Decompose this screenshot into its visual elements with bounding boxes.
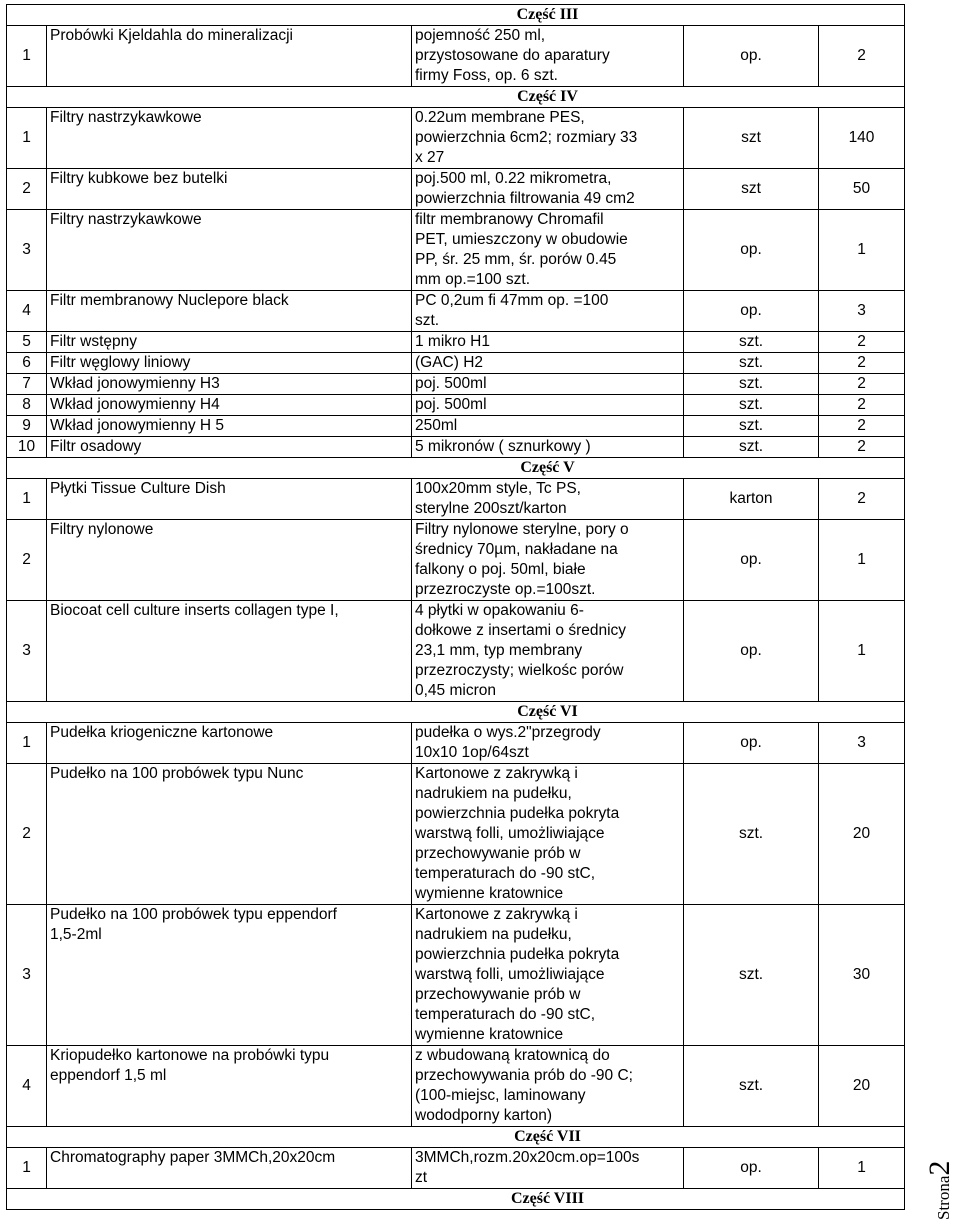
item-unit: szt.	[684, 374, 819, 395]
section-header-row	[7, 458, 905, 479]
table-row	[7, 169, 905, 210]
table-row	[7, 601, 905, 702]
item-quantity: 2	[819, 437, 905, 458]
item-unit: op.	[684, 601, 819, 702]
section-header-spacer	[684, 702, 905, 723]
item-description: pojemność 250 ml, przystosowane do aparatury firmy Foss, op. 6 szt.	[412, 26, 684, 87]
item-name: Filtry kubkowe bez butelki	[47, 169, 412, 210]
section-title: Część VIII	[412, 1189, 684, 1210]
table-row	[7, 1148, 905, 1189]
item-description: (GAC) H2	[412, 353, 684, 374]
item-quantity: 2	[819, 479, 905, 520]
table-row	[7, 437, 905, 458]
table-row	[7, 291, 905, 332]
item-quantity: 50	[819, 169, 905, 210]
item-unit: szt.	[684, 437, 819, 458]
item-description: PC 0,2um fi 47mm op. =100 szt.	[412, 291, 684, 332]
section-header-spacer	[684, 458, 905, 479]
item-unit: szt.	[684, 395, 819, 416]
item-description: poj.500 ml, 0.22 mikrometra, powierzchnia filtrowania 49 cm2	[412, 169, 684, 210]
item-name: Filtry nylonowe	[47, 520, 412, 601]
row-number: 6	[7, 353, 47, 374]
row-number: 4	[7, 291, 47, 332]
section-header-row	[7, 1189, 905, 1210]
row-number: 2	[7, 764, 47, 905]
row-number: 3	[7, 601, 47, 702]
item-unit: szt.	[684, 416, 819, 437]
item-description: 4 płytki w opakowaniu 6- dołkowe z insertami o średnicy 23,1 mm, typ membrany przezroczysty; wielkośc porów 0,45 micron	[412, 601, 684, 702]
row-number: 4	[7, 1046, 47, 1127]
item-description: 3MMCh,rozm.20x20cm.op=100s zt	[412, 1148, 684, 1189]
section-header-spacer	[684, 87, 905, 108]
page-number-label	[922, 1130, 958, 1220]
item-unit: op.	[684, 520, 819, 601]
footer-label: Strona	[934, 1175, 953, 1220]
item-name: Wkład jonowymienny H 5	[47, 416, 412, 437]
row-number: 3	[7, 905, 47, 1046]
item-name: Pudełko na 100 probówek typu Nunc	[47, 764, 412, 905]
table-row	[7, 210, 905, 291]
section-header-spacer	[684, 1127, 905, 1148]
section-title: Część V	[412, 458, 684, 479]
row-number: 1	[7, 1148, 47, 1189]
item-name: Filtry nastrzykawkowe	[47, 108, 412, 169]
section-header-row	[7, 702, 905, 723]
item-description: z wbudowaną kratownicą do przechowywania prób do -90 C; (100-miejsc, laminowany wododporny karton)	[412, 1046, 684, 1127]
item-quantity: 2	[819, 26, 905, 87]
item-unit: szt.	[684, 332, 819, 353]
item-name: Wkład jonowymienny H4	[47, 395, 412, 416]
section-title: Część III	[412, 5, 684, 26]
item-name: Filtr membranowy Nuclepore black	[47, 291, 412, 332]
item-unit: op.	[684, 291, 819, 332]
row-number: 1	[7, 108, 47, 169]
item-quantity: 3	[819, 723, 905, 764]
item-description: 5 mikronów ( sznurkowy )	[412, 437, 684, 458]
item-unit: szt	[684, 169, 819, 210]
item-unit: op.	[684, 210, 819, 291]
row-number: 5	[7, 332, 47, 353]
item-unit: szt	[684, 108, 819, 169]
item-quantity: 2	[819, 374, 905, 395]
table-row	[7, 723, 905, 764]
table-row	[7, 764, 905, 905]
item-description: poj. 500ml	[412, 374, 684, 395]
table-row	[7, 1046, 905, 1127]
section-header-spacer	[7, 458, 412, 479]
item-unit: karton	[684, 479, 819, 520]
row-number: 1	[7, 26, 47, 87]
item-unit: op.	[684, 26, 819, 87]
table-row	[7, 26, 905, 87]
table-row	[7, 905, 905, 1046]
item-quantity: 20	[819, 764, 905, 905]
section-header-spacer	[684, 5, 905, 26]
row-number: 1	[7, 723, 47, 764]
item-description: Kartonowe z zakrywką i nadrukiem na pudełku, powierzchnia pudełka pokryta warstwą folli, umożliwiające przechowywanie prób w temperaturach do -90 stC, wymienne kratownice	[412, 764, 684, 905]
table-row	[7, 520, 905, 601]
item-quantity: 1	[819, 601, 905, 702]
item-unit: op.	[684, 1148, 819, 1189]
item-unit: szt.	[684, 1046, 819, 1127]
item-quantity: 1	[819, 210, 905, 291]
row-number: 2	[7, 169, 47, 210]
table-row	[7, 479, 905, 520]
item-description: 100x20mm style, Tc PS, sterylne 200szt/karton	[412, 479, 684, 520]
item-quantity: 140	[819, 108, 905, 169]
section-header-spacer	[7, 702, 412, 723]
item-name: Filtry nastrzykawkowe	[47, 210, 412, 291]
item-description: Filtry nylonowe sterylne, pory o średnicy 70µm, nakładane na falkony o poj. 50ml, białe przezroczyste op.=100szt.	[412, 520, 684, 601]
item-description: pudełka o wys.2"przegrody 10x10 1op/64szt	[412, 723, 684, 764]
item-name: Filtr wstępny	[47, 332, 412, 353]
row-number: 1	[7, 479, 47, 520]
item-quantity: 3	[819, 291, 905, 332]
section-header-row	[7, 1127, 905, 1148]
item-quantity: 2	[819, 332, 905, 353]
item-quantity: 2	[819, 395, 905, 416]
row-number: 3	[7, 210, 47, 291]
row-number: 10	[7, 437, 47, 458]
section-header-spacer	[7, 5, 412, 26]
item-unit: szt.	[684, 905, 819, 1046]
item-name: Filtr osadowy	[47, 437, 412, 458]
section-header-spacer	[7, 87, 412, 108]
item-unit: szt.	[684, 764, 819, 905]
section-header-row	[7, 5, 905, 26]
item-quantity: 1	[819, 1148, 905, 1189]
item-description: filtr membranowy Chromafil PET, umieszczony w obudowie PP, śr. 25 mm, śr. porów 0.45 mm op.=100 szt.	[412, 210, 684, 291]
footer-page-number: 2	[923, 1160, 956, 1176]
item-name: Filtr węglowy liniowy	[47, 353, 412, 374]
table-row	[7, 416, 905, 437]
item-quantity: 30	[819, 905, 905, 1046]
table-row	[7, 374, 905, 395]
section-header-spacer	[684, 1189, 905, 1210]
item-name: Biocoat cell culture inserts collagen type I,	[47, 601, 412, 702]
item-name: Kriopudełko kartonowe na probówki typu eppendorf 1,5 ml	[47, 1046, 412, 1127]
item-name: Płytki Tissue Culture Dish	[47, 479, 412, 520]
table-row	[7, 332, 905, 353]
item-unit: op.	[684, 723, 819, 764]
item-description: 1 mikro H1	[412, 332, 684, 353]
item-description: 250ml	[412, 416, 684, 437]
item-quantity: 2	[819, 416, 905, 437]
items-table	[6, 4, 905, 1210]
page-footer	[922, 1130, 958, 1220]
item-name: Pudełko na 100 probówek typu eppendorf 1,5-2ml	[47, 905, 412, 1046]
item-unit: szt.	[684, 353, 819, 374]
row-number: 8	[7, 395, 47, 416]
table-row	[7, 395, 905, 416]
item-description: 0.22um membrane PES, powierzchnia 6cm2; rozmiary 33 x 27	[412, 108, 684, 169]
item-description: Kartonowe z zakrywką i nadrukiem na pudełku, powierzchnia pudełka pokryta warstwą folli, umożliwiające przechowywanie prób w temperaturach do -90 stC, wymienne kratownice	[412, 905, 684, 1046]
section-header-spacer	[7, 1189, 412, 1210]
item-name: Pudełka kriogeniczne kartonowe	[47, 723, 412, 764]
item-quantity: 20	[819, 1046, 905, 1127]
item-name: Probówki Kjeldahla do mineralizacji	[47, 26, 412, 87]
section-title: Część VI	[412, 702, 684, 723]
item-quantity: 1	[819, 520, 905, 601]
row-number: 9	[7, 416, 47, 437]
row-number: 2	[7, 520, 47, 601]
section-title: Część VII	[412, 1127, 684, 1148]
item-name: Wkład jonowymienny H3	[47, 374, 412, 395]
item-quantity: 2	[819, 353, 905, 374]
section-header-spacer	[7, 1127, 412, 1148]
item-description: poj. 500ml	[412, 395, 684, 416]
row-number: 7	[7, 374, 47, 395]
item-name: Chromatography paper 3MMCh,20x20cm	[47, 1148, 412, 1189]
table-row	[7, 108, 905, 169]
section-title: Część IV	[412, 87, 684, 108]
section-header-row	[7, 87, 905, 108]
table-row	[7, 353, 905, 374]
